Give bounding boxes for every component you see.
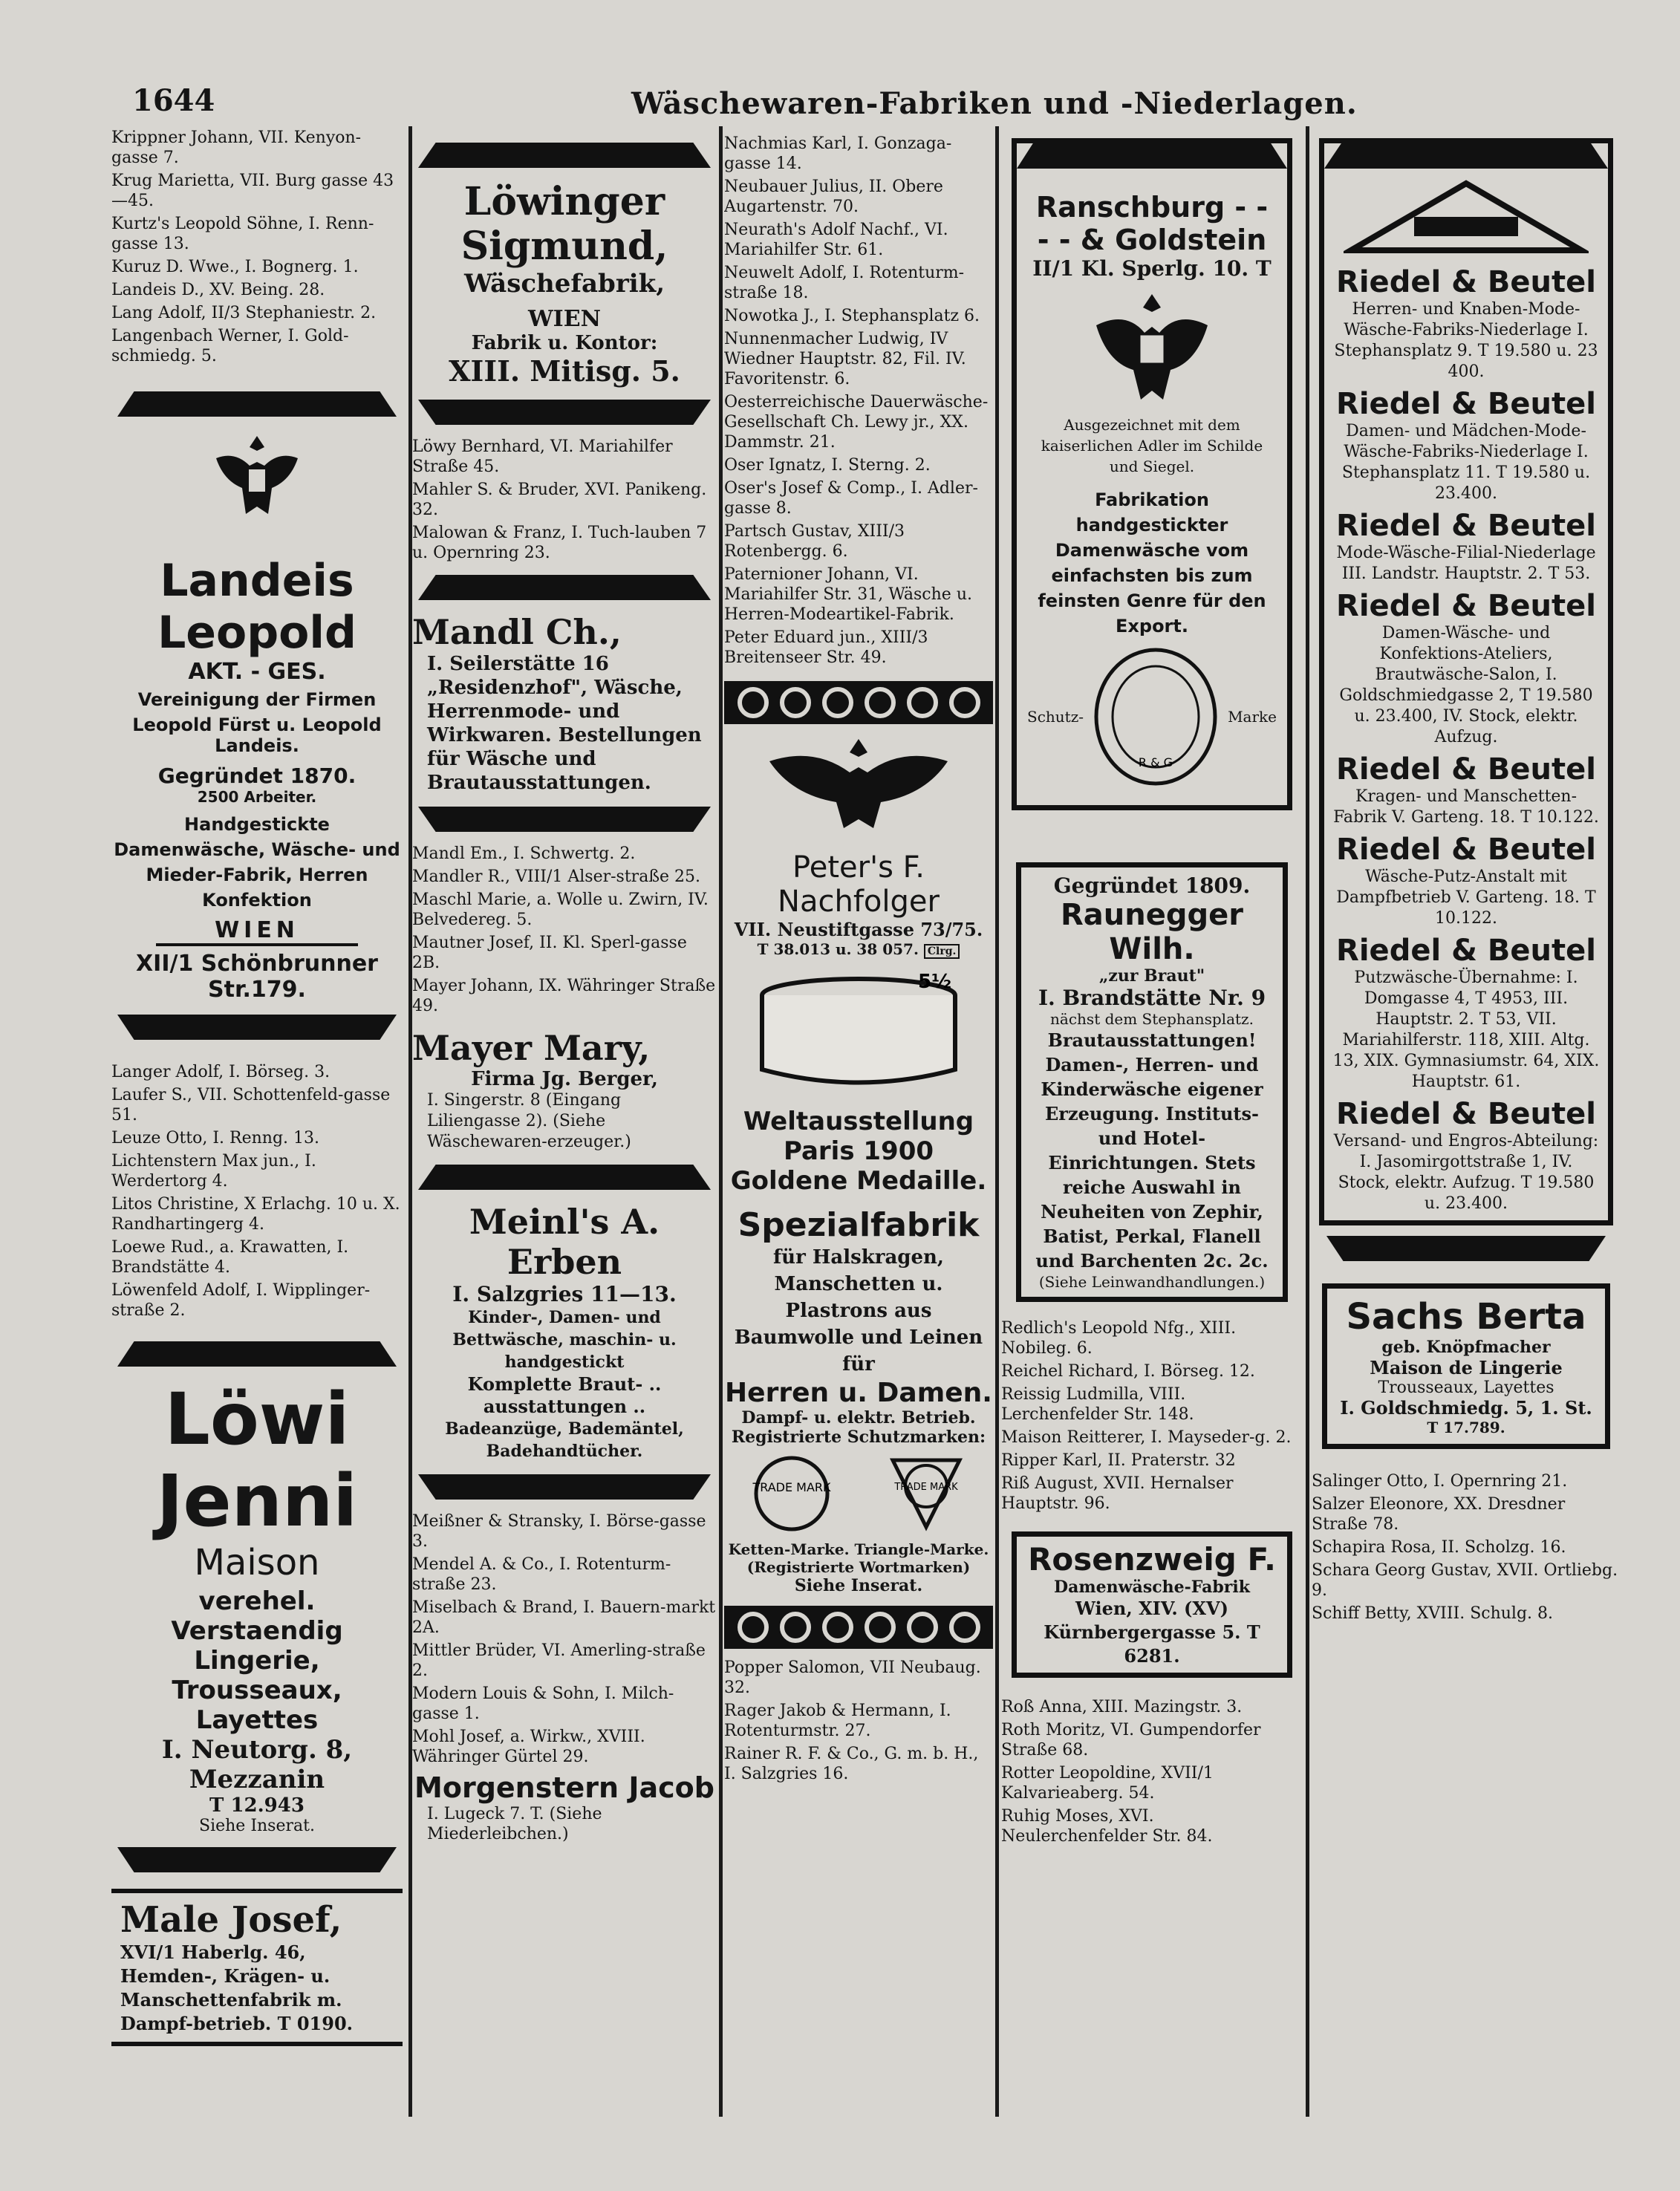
ad-name: - - & Goldstein — [1037, 224, 1267, 256]
list-item: Salinger Otto, I. Opernring 21. — [1312, 1472, 1568, 1491]
ad-founded: Gegründet 1870. — [157, 764, 356, 788]
list-item: Löwenfeld Adolf, I. Wipplinger-straße 2. — [111, 1281, 371, 1320]
crown-banner-icon — [1344, 176, 1589, 258]
list-item: Paternioner Johann, VI. Mariahilfer Str. 31, Wäsche u. Herren-Modeartikel-Fabrik. — [724, 565, 972, 624]
ad-text: Kragen- und Manschetten-Fabrik V. Garteng. 18. T 10.122. — [1333, 787, 1599, 827]
ornament-bar — [418, 400, 711, 425]
ad-riedel-beutel — [1319, 138, 1613, 1225]
list-item: Mahler S. & Bruder, XVI. Panikeng. 32. — [412, 481, 707, 519]
ad-address: Wien, XIV. (XV) Kürnbergergasse 5. T 6281. — [1044, 1598, 1260, 1667]
list-item: Neurath's Adolf Nachf., VI. Mariahilfer Str. 61. — [724, 221, 948, 259]
ad-name: Meinl's A. Erben — [469, 1202, 660, 1282]
ornament-bar — [117, 1341, 397, 1367]
ad-text: Herren- und Knaben-Mode-Wäsche-Fabriks-Niederlage I. Stephansplatz 9. T 19.580 u. 23 400. — [1334, 300, 1598, 381]
eagle-emblem-icon — [201, 429, 313, 525]
list-item: Mandl Em., I. Schwertg. 2. — [412, 844, 636, 863]
list-item: Rotter Leopoldine, XVII/1 Kalvarieaberg. 54. — [1001, 1764, 1214, 1803]
list-item: Mayer Johann, IX. Währinger Straße 49. — [412, 977, 716, 1015]
list-item: Lichtenstern Max jun., I. Werdertorg 4. — [111, 1152, 316, 1191]
svg-text:R & G: R & G — [1138, 755, 1173, 769]
ad-text: verehel. Verstaendig — [171, 1586, 343, 1646]
list-item: Partsch Gustav, XIII/3 Rotenbergg. 6. — [724, 522, 905, 561]
ad-address: I. Brandstätte Nr. 9 — [1038, 986, 1266, 1010]
list-item: Redlich's Leopold Nfg., XIII. Nobileg. 6. — [1001, 1319, 1237, 1358]
ad-ranschburg — [1012, 138, 1292, 810]
ad-text: Brautausstattungen! Damen-, Herren- und Kinderwäsche eigener Erzeugung. Instituts- und Hotel-Einrichtungen. Stets reiche Auswahl in Neuheiten von Zephir, Batist, Perkal, Flanell und Barchenten 2c. 2c. — [1035, 1029, 1269, 1272]
eagle-emblem-icon — [762, 732, 955, 836]
column-4 — [1001, 138, 1303, 2136]
list-item: Leuze Otto, I. Renng. 13. — [111, 1129, 320, 1147]
ad-city: WIEN — [156, 917, 358, 946]
list-item: Neuwelt Adolf, I. Rotenturm-straße 18. — [724, 264, 965, 302]
ad-name: Löwinger — [463, 179, 665, 224]
list-item: Oser's Josef & Comp., I. Adler-gasse 8. — [724, 479, 978, 518]
ad-text: Schutz- — [1027, 708, 1084, 726]
ad-text: Herren u. Damen. — [725, 1378, 992, 1408]
ad-note: (Siehe Leinwandhandlungen.) — [1038, 1273, 1266, 1291]
ad-text: (Registrierte Wortmarken) — [746, 1558, 971, 1576]
column-2 — [412, 131, 717, 2129]
ornament-rings — [724, 1606, 993, 1649]
ad-text: Badeanzüge, Bademäntel, Badehandtücher. — [445, 1419, 684, 1461]
ad-name: Riedel & Beutel — [1336, 934, 1596, 968]
ad-name: Sigmund, — [460, 224, 668, 269]
ad-text: Marke — [1228, 708, 1277, 726]
ad-text: Lingerie, Trousseaux, — [172, 1646, 342, 1705]
ad-note: Siehe Inserat. — [199, 1817, 315, 1835]
ad-text: Vereinigung der Firmen — [137, 689, 377, 710]
collar-size-label: 5½ — [918, 971, 952, 993]
ad-text: geb. Knöpfmacher — [1381, 1338, 1551, 1357]
list-item: Roß Anna, XIII. Mazingstr. 3. — [1001, 1698, 1243, 1716]
list-item: Langenbach Werner, I. Gold-schmiedg. 5. — [111, 327, 349, 365]
ad-rosenzweig — [1012, 1531, 1292, 1678]
list-item: Rager Jakob & Hermann, I. Rotenturmstr. 27. — [724, 1702, 951, 1740]
ad-name: Riedel & Beutel — [1336, 509, 1596, 543]
ad-text: Damen- und Mädchen-Mode-Wäsche-Fabriks-Niederlage I. Stephansplatz 11. T 19.580 u. 23.400. — [1341, 422, 1591, 503]
ad-text: Damenwäsche-Fabrik — [1054, 1578, 1250, 1597]
eagle-crest-icon — [1089, 288, 1215, 407]
list-item: Mittler Brüder, VI. Amerling-straße 2. — [412, 1641, 706, 1680]
list-item: Rainer R. F. & Co., G. m. b. H., I. Salzgries 16. — [724, 1745, 979, 1783]
collar-illustration-icon — [747, 966, 970, 1099]
ad-male — [111, 1889, 403, 2046]
ad-address: I. Neutorg. 8, Mezzanin — [161, 1735, 353, 1794]
list-item: Landeis D., XV. Being. 28. — [111, 281, 325, 299]
list-item: I. Lugeck 7. T. (Siehe Miederleibchen.) — [427, 1805, 602, 1843]
ad-text: für Halskragen, Manschetten u. Plastrons aus Baumwolle und Leinen für — [734, 1246, 983, 1376]
ad-text: Fabrikation handgestickter Damenwäsche vom einfachsten bis zum feinsten Genre für den Export. — [1038, 489, 1266, 637]
list-item: Schara Georg Gustav, XVII. Ortliebg. 9. — [1312, 1561, 1618, 1600]
svg-text:TRADE MARK: TRADE MARK — [752, 1480, 831, 1494]
ad-address: VII. Neustiftgasse 73/75. — [734, 919, 983, 940]
ad-text: Leopold Fürst u. Leopold Landeis. — [132, 714, 382, 756]
list-item: Lang Adolf, II/3 Stephaniestr. 2. — [111, 304, 377, 322]
ad-name: Landeis Leopold — [157, 555, 356, 659]
ad-address: XII/1 Schönbrunner Str.179. — [136, 951, 378, 1003]
list-item: Malowan & Franz, I. Tuch-lauben 7 u. Opernring 23. — [412, 524, 707, 562]
ad-text: Damen-Wäsche- und Konfektions-Ateliers, Brautwäsche-Salon, I. Goldschmiedgasse 2, T 19.580 u. 23.400, IV. Stock, elektr. Aufzug. — [1339, 624, 1593, 746]
ad-text: Weltausstellung — [743, 1107, 974, 1136]
ad-text: XVI/1 Haberlg. 46, Hemden-, Krägen- u. Manschettenfabrik m. Dampf-betrieb. T 0190. — [120, 1941, 353, 2034]
list-item: Mohl Josef, a. Wirkw., XVIII. Währinger Gürtel 29. — [412, 1728, 645, 1766]
list-item: Litos Christine, X Erlachg. 10 u. X. Randhartingerg 4. — [111, 1195, 400, 1234]
list-item: Kuruz D. Wwe., I. Bognerg. 1. — [111, 258, 359, 276]
ornament-bar — [418, 807, 711, 832]
ad-morgenstern: Morgenstern Jacob — [414, 1771, 714, 1804]
ad-text: Komplette Braut- .. ausstattungen .. — [467, 1373, 662, 1417]
ad-text: Firma Jg. Berger, — [471, 1068, 658, 1090]
list-item: Maschl Marie, a. Wolle u. Zwirn, IV. Belvedereg. 5. — [412, 891, 709, 929]
ornament-bar — [1326, 1236, 1606, 1261]
ad-name: Peter's F. Nachfolger — [778, 850, 940, 919]
ad-text: Kinder-, Damen- und Bettwäsche, maschin- u. handgestickt — [452, 1308, 677, 1372]
ad-mandl — [412, 575, 717, 832]
ad-name: Riedel & Beutel — [1336, 589, 1596, 623]
svg-text:TRADE MARK: TRADE MARK — [893, 1482, 958, 1493]
ad-sachs — [1322, 1283, 1610, 1449]
ad-phone: T 12.943 — [209, 1794, 305, 1817]
ad-address: I. Salzgries 11—13. — [452, 1282, 677, 1306]
ad-text: Ausgezeichnet mit dem kaiserlichen Adler im Schilde und Siegel. — [1041, 416, 1263, 475]
ad-text: Registrierte Schutzmarken: — [731, 1427, 986, 1447]
ad-text: I. Singerstr. 8 (Eingang Liliengasse 2). (Siehe Wäschewaren-erzeuger.) — [427, 1091, 631, 1151]
ad-name: Rosenzweig F. — [1028, 1541, 1276, 1578]
ad-text: Mode-Wäsche-Filial-Niederlage III. Landstr. Hauptstr. 2. T 53. — [1336, 544, 1596, 583]
ad-text: Spezialfabrik — [738, 1206, 980, 1244]
ad-name: Riedel & Beutel — [1336, 1097, 1596, 1131]
ad-mayer — [412, 1028, 717, 1153]
column-5 — [1312, 138, 1621, 2136]
ad-text: Handgestickte Damenwäsche, Wäsche- und Mieder-Fabrik, Herren Konfektion — [114, 814, 400, 911]
ad-text: Fabrik u. Kontor: — [471, 332, 658, 354]
ad-phone: T 38.013 u. 38 057. — [757, 940, 919, 958]
list-item: Mendel A. & Co., I. Rotenturm-straße 23. — [412, 1555, 671, 1594]
ad-raunegger — [1016, 862, 1288, 1302]
ad-text: Goldene Medaille. — [730, 1166, 987, 1196]
list-item: Schiff Betty, XVIII. Schulg. 8. — [1312, 1604, 1554, 1623]
list-item: Miselbach & Brand, I. Bauern-markt 2A. — [412, 1598, 716, 1637]
list-item: Maison Reitterer, I. Mayseder-g. 2. — [1001, 1428, 1292, 1447]
list-item: Riß August, XVII. Hernalser Hauptstr. 96. — [1001, 1474, 1234, 1513]
ad-address: XIII. Mitisg. 5. — [449, 354, 680, 388]
ad-phone: T 17.789. — [1427, 1419, 1505, 1436]
list-item: Popper Salomon, VII Neubaug. 32. — [724, 1658, 981, 1697]
list-item: Reissig Ludmilla, VIII. Lerchenfelder Str. 148. — [1001, 1385, 1194, 1424]
ad-name: Raunegger Wilh. — [1061, 898, 1243, 966]
ad-text: I. Seilerstätte 16 „Residenzhof", Wäsche, Herrenmode- und Wirkwaren. Bestellungen für Wäsche und Brautausstattungen. — [427, 653, 702, 794]
ornament-bar — [1017, 143, 1287, 169]
list-item: Neubauer Julius, II. Obere Augartenstr. 70. — [724, 178, 943, 216]
page-number: 1644 — [132, 83, 215, 118]
ornament-bar — [1324, 143, 1608, 169]
ad-address: I. Goldschmiedg. 5, 1. St. — [1340, 1397, 1592, 1419]
list-item: Laufer S., VII. Schottenfeld-gasse 51. — [111, 1086, 391, 1124]
ad-name: Mayer Mary, — [412, 1028, 651, 1068]
ad-text: Wäsche-Putz-Anstalt mit Dampfbetrieb V. Garteng. 18. T 10.122. — [1336, 867, 1596, 928]
page-title: Wäschewaren-Fabriken und -Niederlagen. — [631, 86, 1358, 121]
ad-badge: Clrg. — [924, 944, 960, 959]
ornament-bar — [418, 575, 711, 600]
ad-loewinger — [412, 143, 717, 425]
ad-meinl — [412, 1165, 717, 1500]
list-item: Ripper Karl, II. Praterstr. 32 — [1001, 1451, 1236, 1470]
list-item: Oesterreichische Dauerwäsche-Gesellschaft Ch. Lewy jr., XX. Dammstr. 21. — [724, 393, 989, 452]
ad-text: Maison — [194, 1542, 320, 1583]
list-item: Nowotka J., I. Stephansplatz 6. — [724, 307, 980, 325]
list-item: Krug Marietta, VII. Burg gasse 43—45. — [111, 172, 394, 210]
ad-landeis — [111, 391, 403, 1040]
ad-name: Riedel & Beutel — [1336, 833, 1596, 867]
ad-name: Riedel & Beutel — [1336, 387, 1596, 421]
ad-text: Ketten-Marke. Triangle-Marke. — [728, 1540, 989, 1558]
ad-name: Riedel & Beutel — [1336, 752, 1596, 787]
ad-subtitle: AKT. - GES. — [188, 659, 326, 685]
list-item: Mandler R., VIII/1 Alser-straße 25. — [412, 867, 701, 886]
list-item: Löwy Bernhard, VI. Mariahilfer Straße 45. — [412, 437, 673, 476]
triangle-trademark-icon — [885, 1453, 967, 1534]
list-item: Nachmias Karl, I. Gonzaga-gasse 14. — [724, 134, 952, 173]
ornament-bar — [418, 143, 711, 168]
ad-text: Dampf- u. elektr. Betrieb. — [741, 1408, 976, 1427]
list-item: Meißner & Stransky, I. Börse-gasse 3. — [412, 1512, 706, 1551]
ad-text: Layettes — [195, 1705, 319, 1735]
list-item: Langer Adolf, I. Börseg. 3. — [111, 1063, 331, 1081]
ad-text: 2500 Arbeiter. — [197, 788, 317, 806]
ad-name: Riedel & Beutel — [1336, 265, 1596, 299]
ornament-rings — [724, 681, 993, 724]
trademark-seal-icon — [1093, 646, 1219, 787]
ad-text: Maison de Lingerie — [1370, 1357, 1563, 1378]
list-item: Peter Eduard jun., XIII/3 Breitenseer Str. 49. — [724, 628, 928, 667]
ornament-bar — [418, 1165, 711, 1190]
ad-city: WIEN — [527, 306, 601, 332]
ad-founded: Gegründet 1809. — [1053, 873, 1251, 898]
ad-note: Siehe Inserat. — [794, 1576, 923, 1595]
chain-trademark-icon — [751, 1453, 833, 1534]
ad-loewi — [111, 1341, 403, 1872]
ad-text: Versand- und Engros-Abteilung: I. Jasomirgottstraße 1, IV. Stock, elektr. Aufzug. T 19.580 u. 23.400. — [1333, 1132, 1599, 1213]
ornament-bar — [117, 1015, 397, 1040]
list-item: Schapira Rosa, II. Scholzg. 16. — [1312, 1538, 1566, 1557]
ad-name: Mandl Ch., — [412, 612, 622, 652]
list-item: Salzer Eleonore, XX. Dresdner Straße 78. — [1312, 1495, 1566, 1534]
ad-text: Wäschefabrik, — [463, 269, 665, 299]
ad-text: Paris 1900 — [783, 1136, 934, 1166]
list-item: Mautner Josef, II. Kl. Sperl-gasse 2B. — [412, 934, 687, 972]
column-1 — [111, 128, 403, 2126]
list-item: Krippner Johann, VII. Kenyon-gasse 7. — [111, 128, 362, 167]
ad-peters — [724, 681, 993, 1649]
ornament-bar — [117, 1847, 397, 1872]
ornament-bar — [418, 1474, 711, 1500]
list-item: Loewe Rud., a. Krawatten, I. Brandstätte 4. — [111, 1238, 349, 1277]
ornament-bar — [117, 391, 397, 417]
column-rule — [719, 126, 723, 2117]
column-rule — [995, 126, 999, 2117]
ad-name: Löwi Jenni — [156, 1378, 358, 1543]
list-item: Ruhig Moses, XVI. Neulerchenfelder Str. 84. — [1001, 1807, 1213, 1846]
ad-text: Putzwäsche-Übernahme: I. Domgasse 4, T 4953, III. Hauptstr. 2. T 53, VII. Mariahilferstr. 118, XIII. Altg. 13, XIX. Gymnasiumstr. 64, XIX. Hauptstr. 61. — [1332, 968, 1600, 1091]
list-item: Oser Ignatz, I. Sterng. 2. — [724, 456, 931, 475]
column-rule — [1306, 126, 1309, 2117]
ad-name: Sachs Berta — [1346, 1296, 1586, 1338]
ad-name: Ranschburg - - — [1035, 191, 1269, 224]
ad-name: Male Josef, — [120, 1899, 342, 1941]
list-item: Roth Moritz, VI. Gumpendorfer Straße 68. — [1001, 1721, 1261, 1759]
column-3 — [724, 134, 993, 2132]
list-item: Kurtz's Leopold Söhne, I. Renn-gasse 13. — [111, 215, 374, 253]
ad-address: II/1 Kl. Sperlg. 10. T — [1032, 256, 1272, 281]
ad-text: „zur Braut" — [1098, 966, 1205, 986]
list-item: Modern Louis & Sohn, I. Milch-gasse 1. — [412, 1684, 674, 1723]
list-item: Nunnenmacher Ludwig, IV Wiedner Hauptstr. 82, Fil. IV. Favoritenstr. 6. — [724, 330, 966, 388]
ad-text: nächst dem Stephansplatz. — [1050, 1010, 1254, 1028]
ad-text: Trousseaux, Layettes — [1378, 1378, 1554, 1397]
list-item: Reichel Richard, I. Börseg. 12. — [1001, 1362, 1255, 1381]
